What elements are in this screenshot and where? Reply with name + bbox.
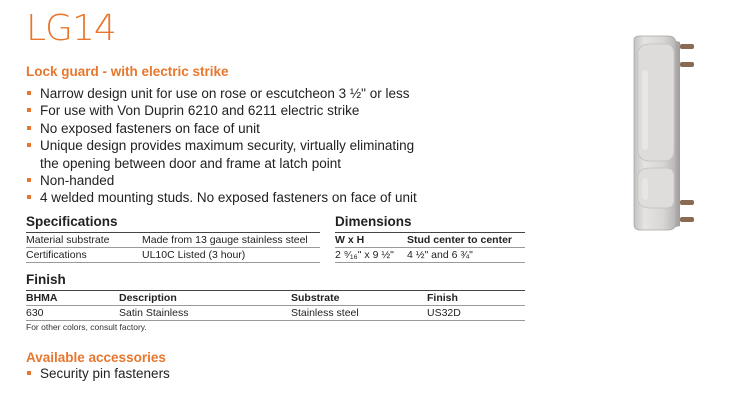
feature-item: 4 welded mounting studs. No exposed fasteners on face of unit: [26, 189, 466, 206]
finish-table: [26, 290, 525, 321]
feature-item: Non-handed: [26, 172, 466, 189]
column-header: Stud center to center: [407, 234, 513, 246]
finish-bhma: 630: [26, 307, 44, 319]
bullet-icon: [27, 108, 31, 112]
finish-code: US32D: [427, 307, 461, 319]
column-header: Finish: [427, 292, 458, 304]
finish-substrate: Stainless steel: [291, 307, 359, 319]
table-row: [26, 248, 320, 263]
table-row: [335, 248, 525, 263]
feature-item-continued: the opening between door and frame at latch point: [40, 155, 341, 171]
specifications-heading: Specifications: [26, 214, 118, 229]
dimensions-table: [335, 232, 525, 263]
table-row: [26, 306, 525, 321]
finish-note: For other colors, consult factory.: [26, 322, 147, 332]
spec-label: Certifications: [26, 249, 87, 261]
dimensions-heading: Dimensions: [335, 214, 412, 229]
dimension-size: 2 ⁹⁄₁₆" x 9 ½": [335, 249, 394, 261]
bullet-icon: [27, 195, 31, 199]
product-subtitle: Lock guard - with electric strike: [26, 64, 229, 79]
bullet-icon: [27, 143, 31, 147]
dimension-studs: 4 ½" and 6 ¾": [407, 249, 473, 261]
spec-label: Material substrate: [26, 234, 110, 246]
spec-value: Made from 13 gauge stainless steel: [142, 234, 308, 246]
feature-item: For use with Von Duprin 6210 and 6211 electric strike: [26, 102, 466, 119]
column-header: W x H: [335, 234, 365, 246]
table-header-row: [335, 233, 525, 248]
finish-heading: Finish: [26, 272, 66, 287]
column-header: Substrate: [291, 292, 340, 304]
spec-value: UL10C Listed (3 hour): [142, 249, 246, 261]
mounting-stud-icon: [680, 44, 694, 222]
accessory-item: Security pin fasteners: [26, 365, 170, 382]
feature-item: Unique design provides maximum security, virtually eliminating: [26, 137, 466, 154]
accessories-list: [26, 365, 170, 382]
finish-description: Satin Stainless: [119, 307, 189, 319]
bullet-icon: [27, 126, 31, 130]
column-header: Description: [119, 292, 177, 304]
bullet-icon: [27, 371, 31, 375]
accessories-heading: Available accessories: [26, 350, 166, 365]
feature-item: Narrow design unit for use on rose or escutcheon 3 ½" or less: [26, 85, 466, 102]
table-row: [26, 233, 320, 248]
bullet-icon: [27, 178, 31, 182]
table-header-row: [26, 291, 525, 306]
specifications-table: [26, 232, 320, 263]
lock-guard-product-image: [620, 30, 710, 235]
bullet-icon: [27, 91, 31, 95]
feature-list: [26, 85, 466, 207]
column-header: BHMA: [26, 292, 58, 304]
product-title: LG14: [26, 8, 116, 49]
feature-item: No exposed fasteners on face of unit: [26, 120, 466, 137]
